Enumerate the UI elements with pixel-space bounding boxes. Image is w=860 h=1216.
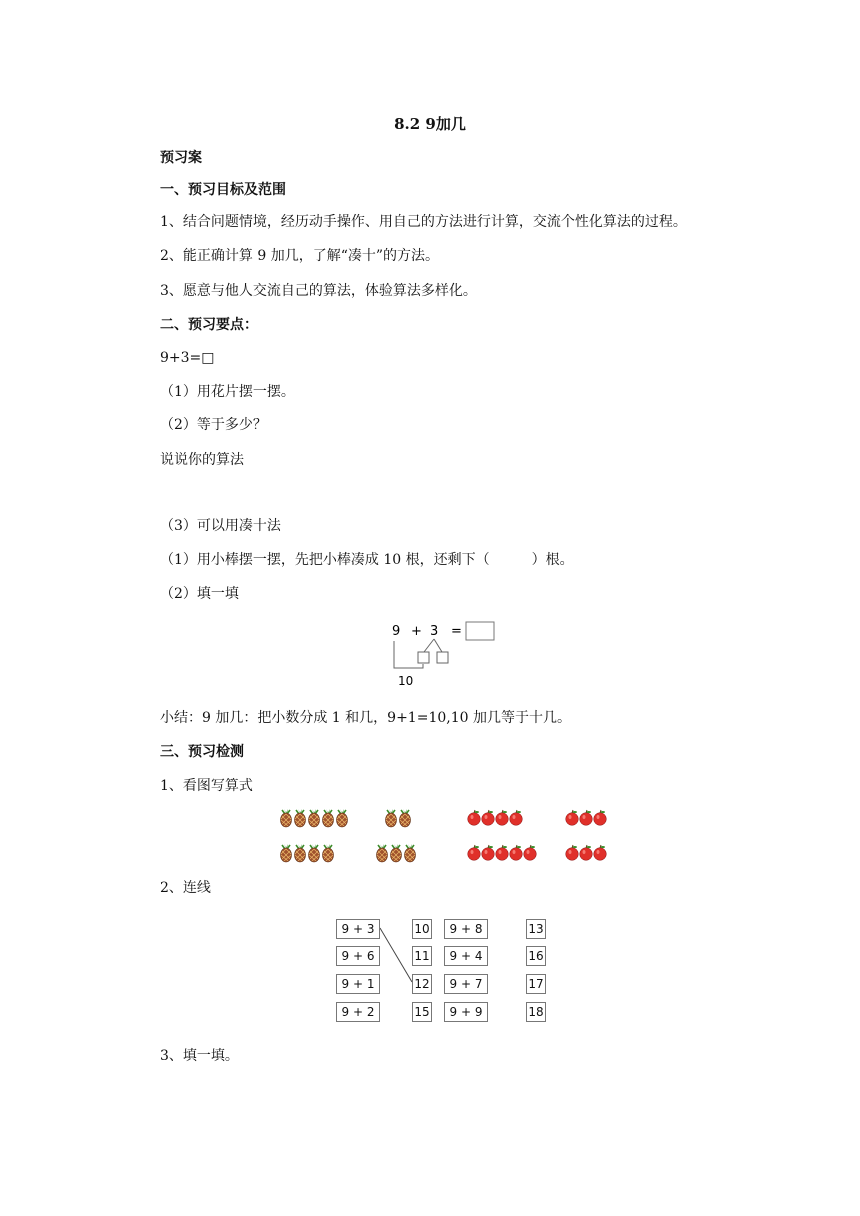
addend-9: 9 xyxy=(392,624,401,639)
step-3: （3）可以用凑十法 xyxy=(160,518,281,534)
split-box-left xyxy=(418,652,429,663)
pineapple-icon xyxy=(323,809,334,827)
right-result-1: 16 xyxy=(526,946,546,966)
apple-icon xyxy=(482,845,495,860)
apple-icon xyxy=(566,845,579,860)
pineapple-icon xyxy=(400,809,411,827)
apple-icon xyxy=(496,845,509,860)
pineapple-icon xyxy=(295,809,306,827)
split-line-right xyxy=(434,639,442,652)
apple-icon xyxy=(594,810,607,825)
ten-label: 10 xyxy=(398,674,414,688)
left-expr-2: 9 + 1 xyxy=(336,974,380,994)
pineapple-icon xyxy=(309,809,320,827)
question-1: 1、看图写算式 xyxy=(160,778,253,794)
apple-icon xyxy=(496,810,509,825)
left-result-1: 11 xyxy=(412,946,432,966)
fill-instruction: （2）填一填 xyxy=(160,586,239,602)
pineapple-icon xyxy=(281,809,292,827)
preview-heading: 预习案 xyxy=(160,150,202,166)
goal-1: 1、结合问题情境，经历动手操作、用自己的方法进行计算，交流个性化算法的过程。 xyxy=(160,214,687,230)
right-expr-1: 9 + 4 xyxy=(444,946,488,966)
apple-icon xyxy=(580,845,593,860)
left-result-0: 10 xyxy=(412,919,432,939)
pineapple-icon xyxy=(309,844,320,862)
section-3-heading: 三、预习检测 xyxy=(160,744,244,760)
split-box-right xyxy=(437,652,448,663)
goal-3: 3、愿意与他人交流自己的算法，体验算法多样化。 xyxy=(160,283,477,299)
section-2-heading: 二、预习要点： xyxy=(160,317,258,333)
equation-text: 9+3=□ xyxy=(160,350,215,366)
addend-3: 3 xyxy=(430,624,439,639)
page-title: 8.2 9加几 xyxy=(394,115,466,133)
right-result-3: 18 xyxy=(526,1002,546,1022)
pineapple-icon xyxy=(323,844,334,862)
plus-sign: + xyxy=(411,624,422,639)
left-expr-0: 9 + 3 xyxy=(336,919,380,939)
step-2: （2）等于多少？ xyxy=(160,417,267,433)
apple-icon xyxy=(510,810,523,825)
make-ten-diagram xyxy=(380,618,510,692)
apple-icon xyxy=(468,810,481,825)
pineapple-icon xyxy=(295,844,306,862)
say-algorithm: 说说你的算法 xyxy=(160,452,244,468)
pineapple-icon xyxy=(281,844,292,862)
pineapple-icon xyxy=(337,809,348,827)
right-expr-3: 9 + 9 xyxy=(444,1002,488,1022)
matching-exercise xyxy=(336,916,550,1028)
left-expr-1: 9 + 6 xyxy=(336,946,380,966)
right-expr-0: 9 + 8 xyxy=(444,919,488,939)
pineapple-icon xyxy=(386,809,397,827)
left-expr-3: 9 + 2 xyxy=(336,1002,380,1022)
apple-icon xyxy=(524,845,537,860)
pineapple-icon xyxy=(405,844,416,862)
fruit-pictures xyxy=(270,804,630,868)
equals-sign: = xyxy=(451,624,462,639)
apple-icon xyxy=(468,845,481,860)
answer-box xyxy=(466,622,494,640)
left-result-2: 12 xyxy=(412,974,432,994)
right-result-2: 17 xyxy=(526,974,546,994)
summary: 小结：9 加几：把小数分成 1 和几，9+1=10,10 加几等于十几。 xyxy=(160,710,571,726)
right-expr-2: 9 + 7 xyxy=(444,974,488,994)
right-result-0: 13 xyxy=(526,919,546,939)
apple-icon xyxy=(482,810,495,825)
left-result-3: 15 xyxy=(412,1002,432,1022)
goal-2: 2、能正确计算 9 加几，了解“凑十”的方法。 xyxy=(160,248,440,264)
question-3: 3、填一填。 xyxy=(160,1048,239,1064)
apple-icon xyxy=(580,810,593,825)
sticks-instruction: （1）用小棒摆一摆，先把小棒凑成 10 根，还剩下（ ）根。 xyxy=(160,552,574,568)
pineapple-icon xyxy=(377,844,388,862)
step-1: （1）用花片摆一摆。 xyxy=(160,384,295,400)
question-2: 2、连线 xyxy=(160,880,211,896)
split-line-left xyxy=(424,639,434,652)
section-1-heading: 一、预习目标及范围 xyxy=(160,182,286,198)
pineapple-icon xyxy=(391,844,402,862)
apple-icon xyxy=(566,810,579,825)
apple-icon xyxy=(510,845,523,860)
apple-icon xyxy=(594,845,607,860)
